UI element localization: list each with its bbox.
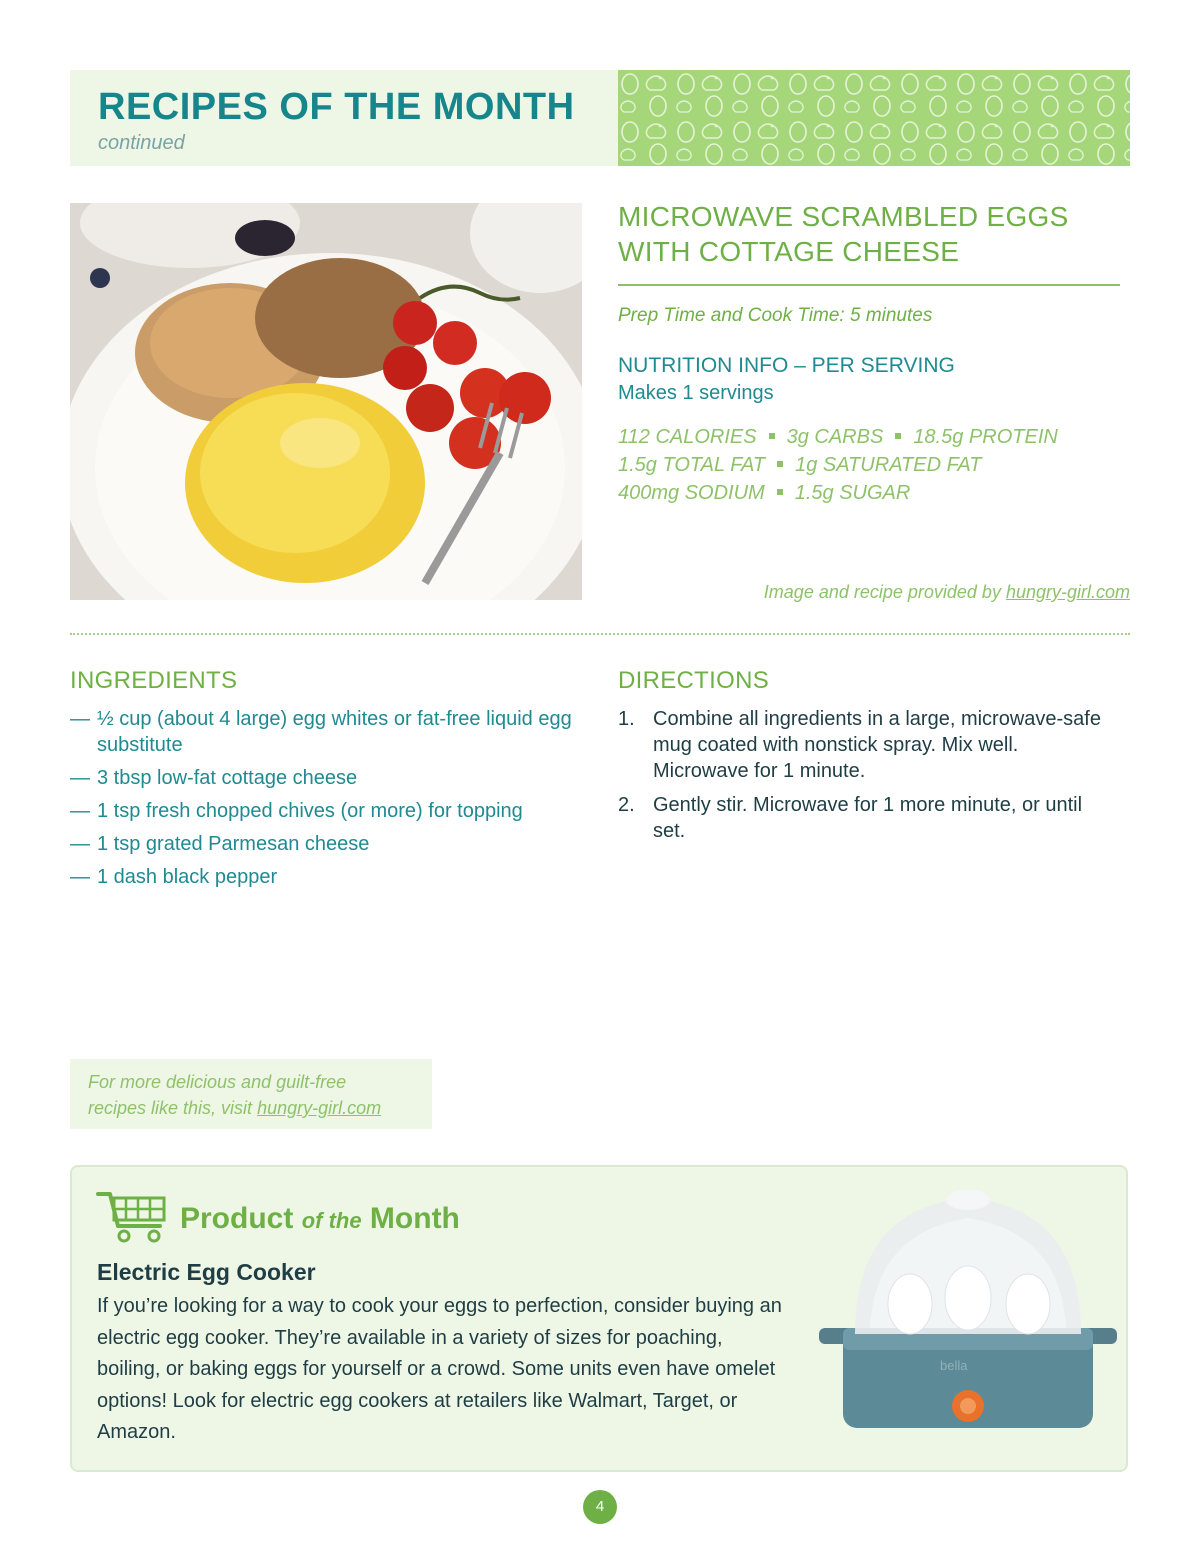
- credit-text: Image and recipe provided by: [763, 582, 1006, 602]
- list-item: [70, 831, 580, 857]
- step-text: Gently stir. Microwave for 1 more minute, or until set.: [653, 794, 1083, 842]
- prep-time: Prep Time and Cook Time: 5 minutes: [618, 305, 933, 326]
- servings: Makes 1 servings: [618, 382, 774, 404]
- nutrition-heading: NUTRITION INFO – PER SERVING: [618, 354, 955, 377]
- title-divider: [618, 284, 1120, 286]
- shopping-cart-icon: [96, 1188, 172, 1249]
- promo-line2-text: recipes like this, visit: [88, 1098, 258, 1118]
- step-number: 1.: [618, 708, 635, 730]
- step-number: 2.: [618, 794, 635, 816]
- promo-line2: [88, 1095, 428, 1121]
- step-text: Combine all ingredients in a large, microwave-safe mug coated with nonstick spray. Mix well. Microwave for 1 minute.: [653, 708, 1101, 782]
- pom-word-of-the: of the: [301, 1208, 362, 1233]
- directions-heading: DIRECTIONS: [618, 667, 770, 694]
- nutrition-line-1: [618, 426, 1058, 449]
- section-divider: [70, 633, 1130, 635]
- product-name: Electric Egg Cooker: [97, 1259, 316, 1285]
- list-item: [618, 706, 1118, 784]
- ingredient-text: 3 tbsp low-fat cottage cheese: [97, 767, 358, 789]
- page-subtitle: continued: [98, 132, 185, 154]
- ingredient-text: ½ cup (about 4 large) egg whites or fat-free liquid egg substitute: [97, 708, 572, 756]
- list-item: [70, 706, 580, 758]
- list-item: [70, 864, 580, 890]
- credit-link[interactable]: hungry-girl.com: [1005, 582, 1130, 602]
- promo-link[interactable]: hungry-girl.com: [257, 1098, 382, 1118]
- nutrition-line-3: [618, 482, 910, 505]
- recipe-title-line2: WITH COTTAGE CHEESE: [618, 236, 960, 267]
- nutrition-sodium: 400mg SODIUM: [618, 482, 765, 504]
- page-number: 4: [583, 1490, 617, 1524]
- bullet-separator: [777, 461, 783, 467]
- promo-text: [88, 1069, 428, 1121]
- ingredient-text: 1 dash black pepper: [97, 866, 278, 888]
- nutrition-line-2: [618, 454, 981, 477]
- recipe-title: [618, 199, 1128, 269]
- ingredients-list: [70, 706, 580, 897]
- nutrition-sugar: 1.5g SUGAR: [794, 482, 911, 504]
- directions-list: [618, 706, 1118, 852]
- dash-bullet: —: [70, 833, 90, 855]
- product-of-month-title: [180, 1202, 460, 1236]
- ingredients-heading: INGREDIENTS: [70, 667, 238, 694]
- nutrition-calories: 112 CALORIES: [618, 426, 757, 448]
- promo-line1: For more delicious and guilt-free: [88, 1072, 347, 1092]
- pom-word-month: Month: [369, 1202, 460, 1235]
- image-credit: [618, 582, 1130, 603]
- egg-chicken-pattern: [618, 70, 1130, 166]
- page-title: RECIPES OF THE MONTH: [98, 86, 575, 128]
- nutrition-saturated-fat: 1g SATURATED FAT: [795, 454, 982, 476]
- egg-cooker-brand-label: bella: [940, 1358, 968, 1373]
- dash-bullet: —: [70, 800, 90, 822]
- list-item: [70, 798, 580, 824]
- product-description: If you’re looking for a way to cook your eggs to perfection, consider buying an electric egg cooker. They’re available in a variety of sizes for poaching, boiling, or baking eggs for yourself or a crowd. Some units even have omelet options! Look for electric egg cookers at retailers like Walmart, Target, or Amazon.: [97, 1295, 782, 1443]
- pom-word-product: Product: [180, 1202, 294, 1235]
- egg-cooker-image: [815, 1188, 1120, 1463]
- list-item: [70, 765, 580, 791]
- bullet-separator: [769, 433, 775, 439]
- bullet-separator: [895, 433, 901, 439]
- nutrition-protein: 18.5g PROTEIN: [913, 426, 1058, 448]
- dash-bullet: —: [70, 767, 90, 789]
- ingredient-text: 1 tsp fresh chopped chives (or more) for topping: [97, 800, 523, 822]
- list-item: [618, 792, 1118, 844]
- dash-bullet: —: [70, 866, 90, 888]
- recipe-title-line1: MICROWAVE SCRAMBLED EGGS: [618, 201, 1069, 232]
- nutrition-total-fat: 1.5g TOTAL FAT: [618, 454, 766, 476]
- recipe-photo: [70, 203, 582, 600]
- bullet-separator: [777, 489, 783, 495]
- nutrition-carbs: 3g CARBS: [786, 426, 884, 448]
- dash-bullet: —: [70, 708, 90, 730]
- ingredient-text: 1 tsp grated Parmesan cheese: [97, 833, 370, 855]
